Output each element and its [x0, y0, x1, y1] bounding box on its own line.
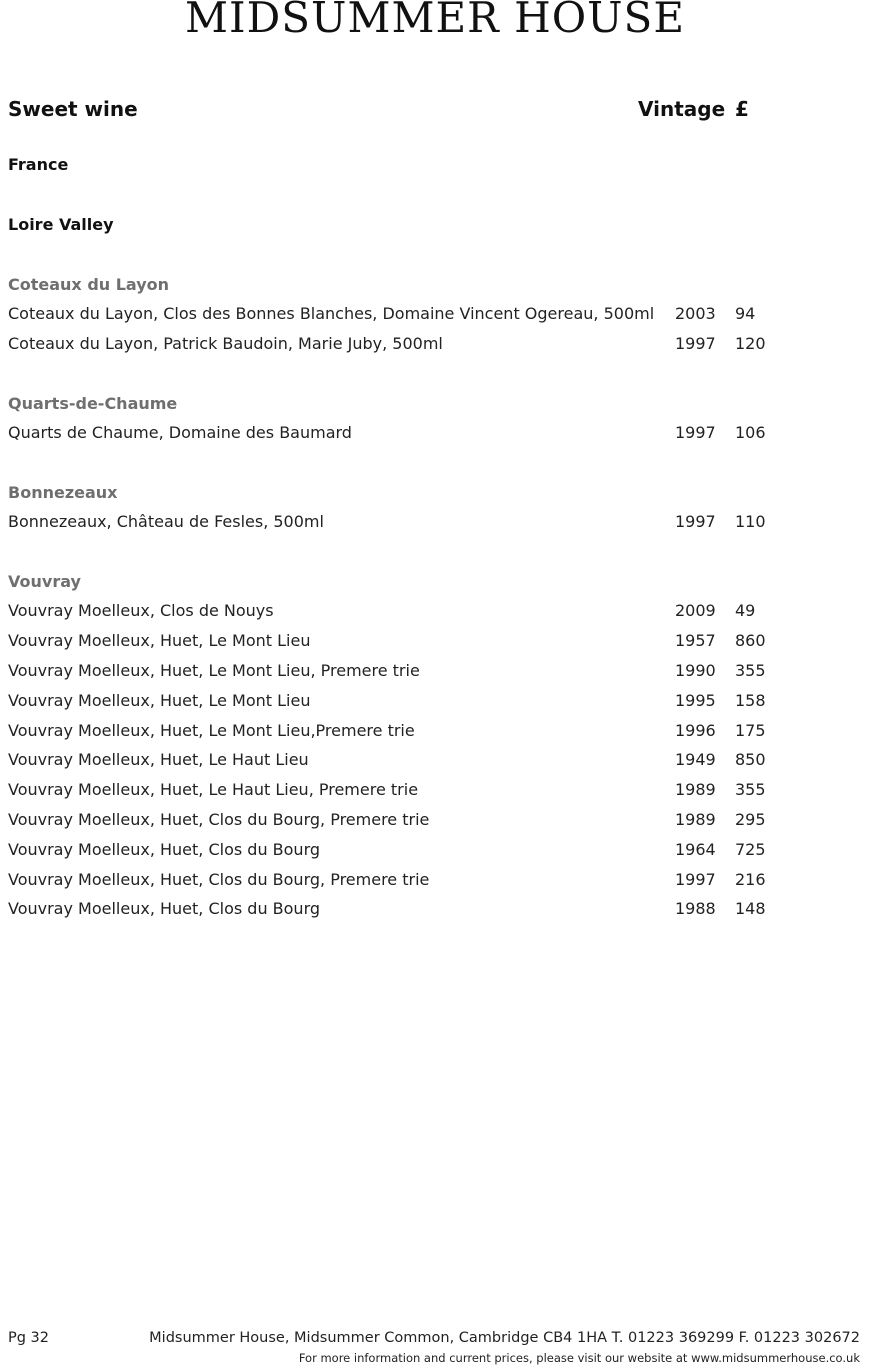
- wine-vintage: 1997: [675, 334, 716, 353]
- wine-price: 49: [735, 601, 756, 620]
- wine-vintage: 1988: [675, 899, 716, 918]
- wine-name: Coteaux du Layon, Patrick Baudoin, Marie Juby, 500ml: [8, 334, 443, 353]
- wine-price: 850: [735, 750, 766, 769]
- brand-title: MIDSUMMER HOUSE: [185, 0, 685, 42]
- wine-name: Vouvray Moelleux, Huet, Le Haut Lieu, Premere trie: [8, 780, 419, 799]
- wine-price: 295: [735, 810, 766, 829]
- wine-vintage: 1949: [675, 750, 716, 769]
- wine-vintage: 2009: [675, 601, 716, 620]
- footer-info: For more information and current prices, please visit our website at www.midsummerhouse.co.uk: [298, 1351, 860, 1365]
- wine-vintage: 1957: [675, 631, 716, 650]
- wine-name: Coteaux du Layon, Clos des Bonnes Blanches, Domaine Vincent Ogereau, 500ml: [8, 304, 655, 323]
- wine-name: Vouvray Moelleux, Huet, Clos du Bourg, Premere trie: [8, 870, 430, 889]
- section-heading: Quarts-de-Chaume: [8, 394, 178, 413]
- wine-price: 216: [735, 870, 766, 889]
- wine-name: Quarts de Chaume, Domaine des Baumard: [8, 423, 352, 442]
- page-heading: Sweet wine: [8, 97, 138, 121]
- section-heading: Bonnezeaux: [8, 483, 118, 502]
- wine-price: 94: [735, 304, 756, 323]
- wine-vintage: 1989: [675, 810, 716, 829]
- price-column-header: £: [735, 97, 749, 121]
- wine-price: 725: [735, 840, 766, 859]
- wine-price: 106: [735, 423, 766, 442]
- wine-name: Vouvray Moelleux, Huet, Le Mont Lieu: [8, 631, 311, 650]
- wine-vintage: 2003: [675, 304, 716, 323]
- wine-price: 860: [735, 631, 766, 650]
- wine-price: 158: [735, 691, 766, 710]
- wine-price: 148: [735, 899, 766, 918]
- wine-price: 110: [735, 512, 766, 531]
- wine-name: Vouvray Moelleux, Huet, Clos du Bourg: [8, 899, 321, 918]
- wine-price: 355: [735, 661, 766, 680]
- wine-name: Bonnezeaux, Château de Fesles, 500ml: [8, 512, 324, 531]
- footer-address: Midsummer House, Midsummer Common, Cambridge CB4 1HA T. 01223 369299 F. 01223 302672: [149, 1330, 860, 1346]
- wine-vintage: 1997: [675, 870, 716, 889]
- wine-name: Vouvray Moelleux, Huet, Le Mont Lieu: [8, 691, 311, 710]
- page-number: Pg 32: [8, 1330, 50, 1346]
- wine-price: 175: [735, 721, 766, 740]
- wine-name: Vouvray Moelleux, Huet, Clos du Bourg, Premere trie: [8, 810, 430, 829]
- wine-name: Vouvray Moelleux, Clos de Nouys: [8, 601, 274, 620]
- wine-vintage: 1989: [675, 780, 716, 799]
- wine-price: 120: [735, 334, 766, 353]
- wine-name: Vouvray Moelleux, Huet, Clos du Bourg: [8, 840, 321, 859]
- section-heading: Coteaux du Layon: [8, 275, 170, 294]
- country-heading: France: [8, 155, 69, 174]
- wine-vintage: 1964: [675, 840, 716, 859]
- wine-vintage: 1997: [675, 512, 716, 531]
- wine-price: 355: [735, 780, 766, 799]
- section-heading: Vouvray: [8, 572, 81, 591]
- wine-vintage: 1997: [675, 423, 716, 442]
- vintage-column-header: Vintage: [638, 97, 726, 121]
- wine-name: Vouvray Moelleux, Huet, Le Mont Lieu,Premere trie: [8, 721, 415, 740]
- wine-vintage: 1995: [675, 691, 716, 710]
- wine-name: Vouvray Moelleux, Huet, Le Haut Lieu: [8, 750, 309, 769]
- region-heading: Loire Valley: [8, 215, 114, 234]
- wine-vintage: 1990: [675, 661, 716, 680]
- wine-name: Vouvray Moelleux, Huet, Le Mont Lieu, Premere trie: [8, 661, 420, 680]
- wine-vintage: 1996: [675, 721, 716, 740]
